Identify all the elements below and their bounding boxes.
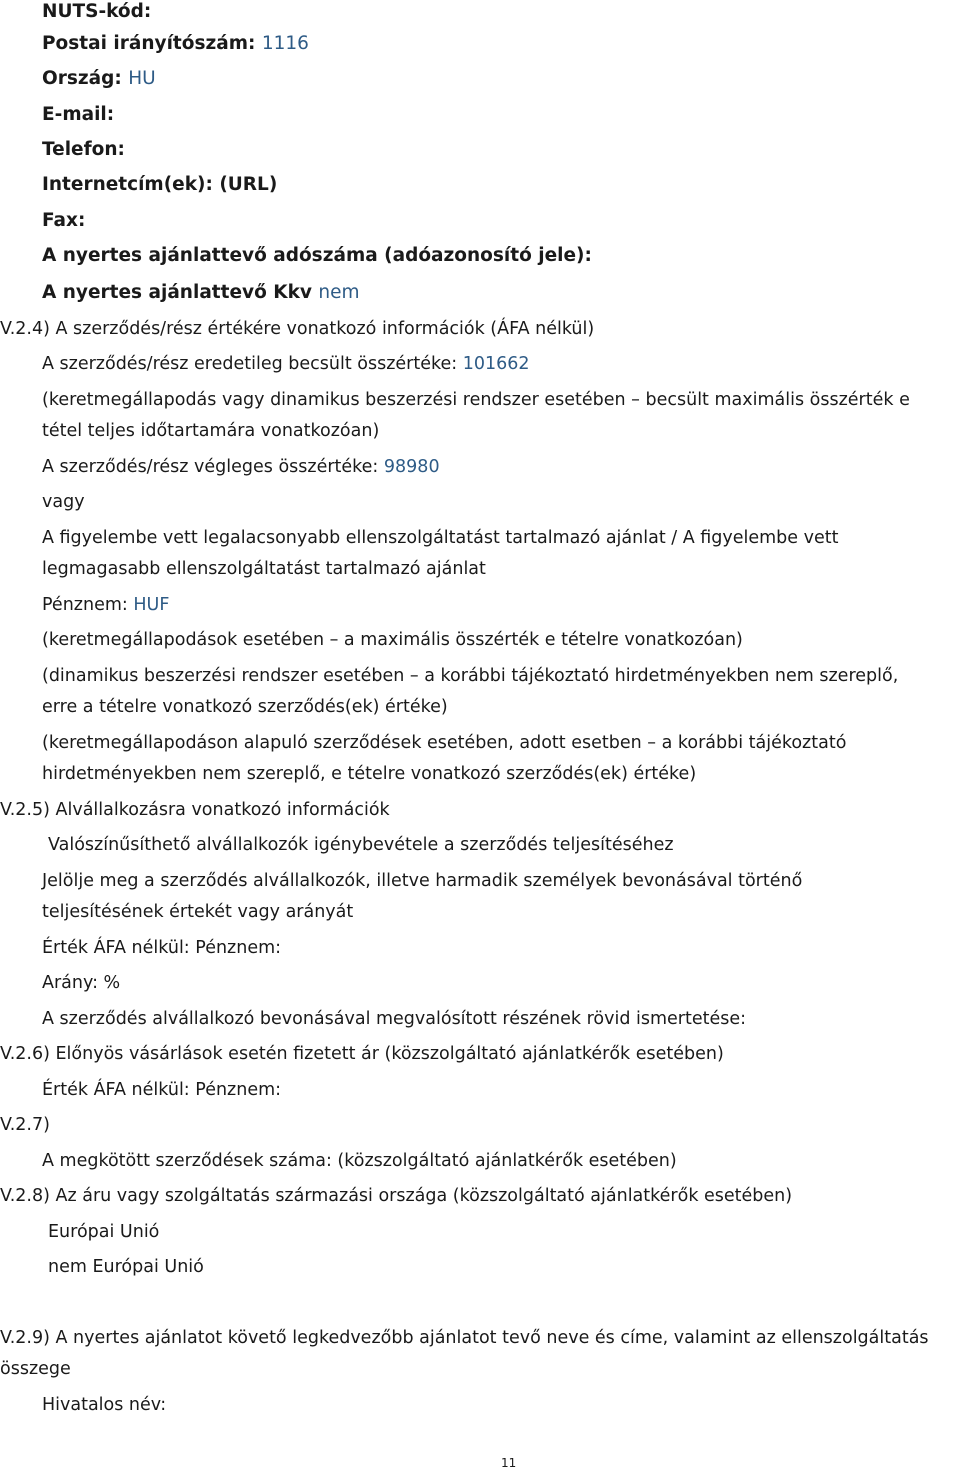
currency-line: Pénznem: HUF: [42, 595, 170, 615]
section-v27-heading: V.2.7): [0, 1115, 50, 1135]
final-value: 98980: [383, 457, 440, 477]
currency-value: HUF: [133, 595, 170, 615]
page-number: 11: [501, 1456, 517, 1470]
lowest-highest-line2: legmagasabb ellenszolgáltatást tartalmazó ajánlat: [42, 559, 486, 579]
estimated-value-line: A szerződés/rész eredetileg becsült összértéke: 101662: [42, 354, 530, 374]
nuts-code-label: NUTS-kód:: [42, 1, 152, 22]
postal-code-line: Postai irányítószám: 1116: [42, 33, 309, 54]
section-v29-heading-line2: összege: [0, 1359, 71, 1379]
official-name-label: Hivatalos név:: [42, 1395, 167, 1415]
country-line: Ország: HU: [42, 68, 156, 89]
country-value: HU: [128, 68, 156, 89]
section-v24-heading: V.2.4) A szerződés/rész értékére vonatkozó információk (ÁFA nélkül): [0, 319, 595, 339]
origin-non-eu: nem Európai Unió: [48, 1257, 204, 1277]
kkv-line: A nyertes ajánlattevő Kkv nem: [42, 282, 360, 303]
subcontracting-value-label: Érték ÁFA nélkül: Pénznem:: [42, 938, 282, 958]
subcontracting-likely: Valószínűsíthető alvállalkozók igénybevétele a szerződés teljesítéséhez: [48, 835, 674, 855]
tax-number-label: A nyertes ajánlattevő adószáma (adóazonosító jele):: [42, 245, 592, 266]
origin-eu: Európai Unió: [48, 1222, 160, 1242]
subcontracting-ratio-label: Arány: %: [42, 973, 121, 993]
lowest-highest-line1: A figyelembe vett legalacsonyabb ellenszolgáltatást tartalmazó ajánlat / A figyelembe vett: [42, 528, 839, 548]
contracts-count-label: A megkötött szerződések száma: (közszolgáltató ajánlatkérők esetében): [42, 1151, 677, 1171]
final-value-line: A szerződés/rész végleges összértéke: 98980: [42, 457, 440, 477]
framework-based-note-line1: (keretmegállapodáson alapuló szerződések esetében, adott esetben – a korábbi tájékoztató: [42, 733, 847, 753]
dps-note-line1: (dinamikus beszerzési rendszer esetében – a korábbi tájékoztató hirdetményekben nem szereplő,: [42, 666, 899, 686]
phone-label: Telefon:: [42, 139, 125, 160]
or-text: vagy: [42, 492, 85, 512]
estimated-value: 101662: [462, 354, 530, 374]
subcontracting-description-label: A szerződés alvállalkozó bevonásával megvalósított részének rövid ismertetése:: [42, 1009, 747, 1029]
section-v29-heading-line1: V.2.9) A nyertes ajánlatot követő legkedvezőbb ajánlatot tevő neve és címe, valamint az ellenszolgáltatás: [0, 1328, 929, 1348]
framework-note-line1: (keretmegállapodás vagy dinamikus beszerzési rendszer esetében – becsült maximális összérték e: [42, 390, 910, 410]
section-v25-heading: V.2.5) Alvállalkozásra vonatkozó információk: [0, 800, 390, 820]
section-v28-heading: V.2.8) Az áru vagy szolgáltatás származási országa (közszolgáltató ajánlatkérők esetében): [0, 1186, 793, 1206]
section-v26-heading: V.2.6) Előnyös vásárlások esetén fizetett ár (közszolgáltató ajánlatkérők esetében): [0, 1044, 724, 1064]
internet-address-label: Internetcím(ek): (URL): [42, 174, 278, 195]
subcontracting-indicate-line2: teljesítésének értekét vagy arányát: [42, 902, 354, 922]
bargain-value-label: Érték ÁFA nélkül: Pénznem:: [42, 1080, 282, 1100]
framework-based-note-line2: hirdetményekben nem szereplő, e tételre vonatkozó szerződés(ek) értéke): [42, 764, 697, 784]
dps-note-line2: erre a tételre vonatkozó szerződés(ek) értéke): [42, 697, 448, 717]
postal-code-value: 1116: [261, 33, 309, 54]
fax-label: Fax:: [42, 210, 86, 231]
kkv-value: nem: [318, 282, 360, 303]
email-label: E-mail:: [42, 104, 115, 125]
subcontracting-indicate-line1: Jelölje meg a szerződés alvállalkozók, illetve harmadik személyek bevonásával történő: [42, 871, 803, 891]
framework-note-line2: tétel teljes időtartamára vonatkozóan): [42, 421, 380, 441]
frameworks-note: (keretmegállapodások esetében – a maximális összérték e tételre vonatkozóan): [42, 630, 743, 650]
